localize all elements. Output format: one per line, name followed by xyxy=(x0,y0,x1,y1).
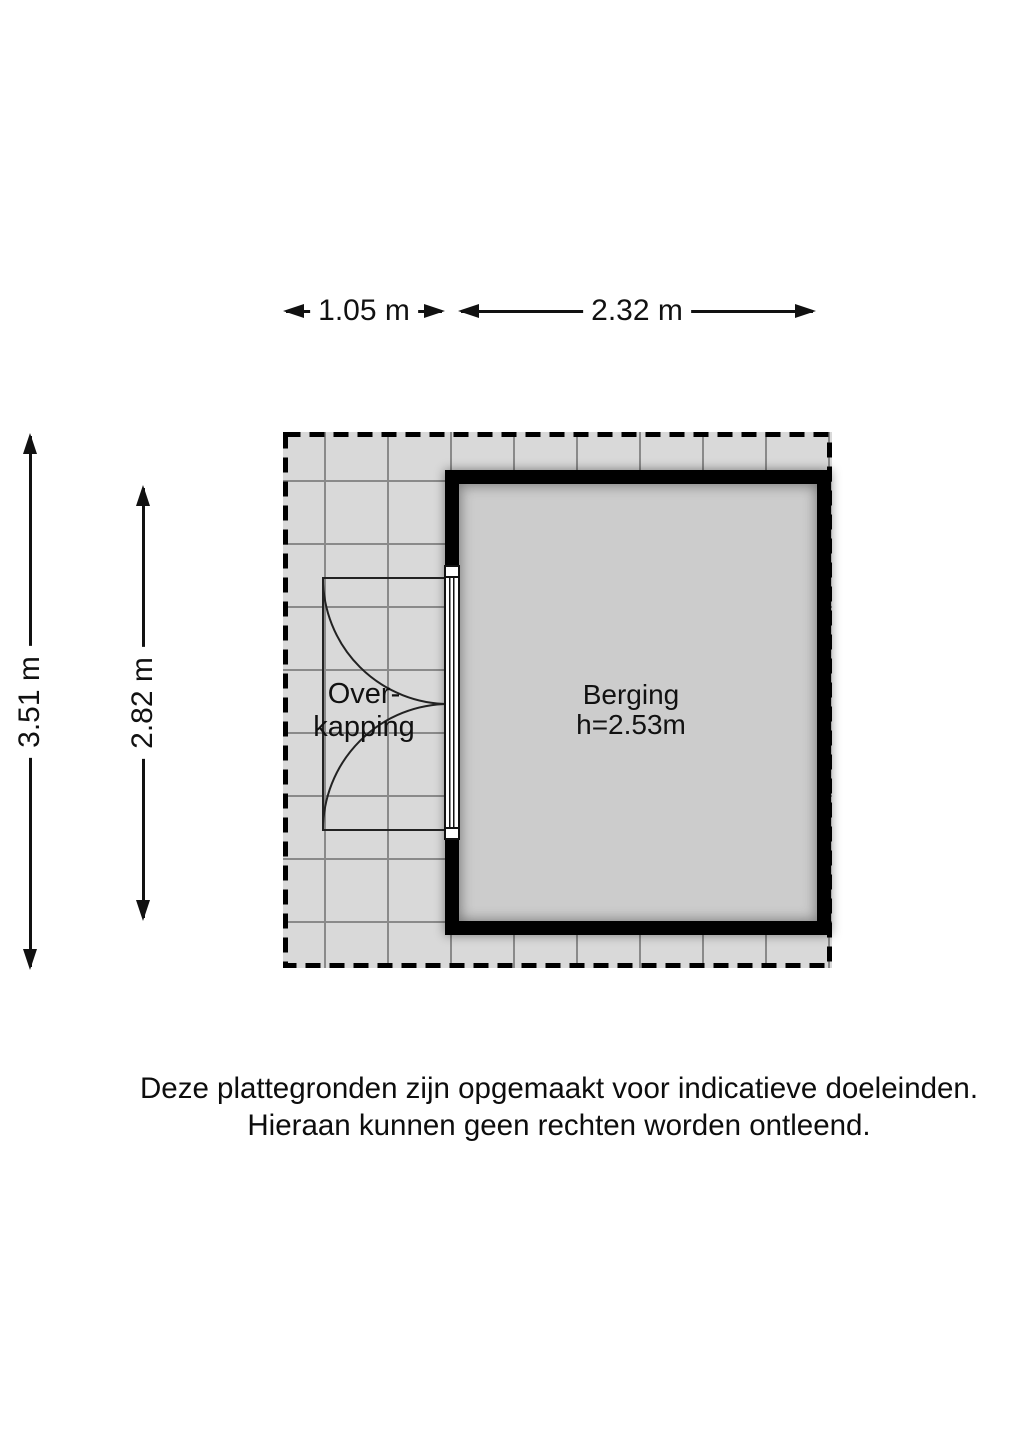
disclaimer-line1: Deze plattegronden zijn opgemaakt voor indicatieve doeleinden. xyxy=(139,1072,979,1105)
door-jamb-bottom xyxy=(444,827,460,840)
dimension-width-overkapping xyxy=(283,294,445,327)
arrow-up-icon xyxy=(136,485,150,506)
dimension-label: 1.05 m xyxy=(310,294,418,328)
arrow-up-icon xyxy=(23,433,37,454)
dimension-width-berging xyxy=(458,294,816,327)
disclaimer-line2: Hieraan kunnen geen rechten worden ontleend. xyxy=(247,1109,871,1142)
arrow-down-icon xyxy=(23,949,37,970)
overkapping-label-line1: Over- xyxy=(327,678,401,710)
arrow-left-icon xyxy=(458,304,479,318)
arrow-left-icon xyxy=(283,304,304,318)
berging-label-height: h=2.53m xyxy=(576,709,686,740)
dimension-label: 3.51 m xyxy=(13,646,47,758)
berging-label-name: Berging xyxy=(582,679,680,710)
arrow-down-icon xyxy=(136,900,150,921)
disclaimer-text xyxy=(69,1070,1018,1144)
double-door-frame xyxy=(444,578,460,827)
dimension-height-total xyxy=(13,433,46,970)
arrow-right-icon xyxy=(424,304,445,318)
overkapping-label xyxy=(313,678,415,744)
dimension-label: 2.82 m xyxy=(126,647,160,759)
door-jamb-top xyxy=(444,565,460,578)
berging-label xyxy=(576,680,686,740)
dimension-label: 2.32 m xyxy=(583,294,691,328)
overkapping-label-line2: kapping xyxy=(313,711,415,743)
dimension-height-berging xyxy=(126,485,159,921)
arrow-right-icon xyxy=(795,304,816,318)
